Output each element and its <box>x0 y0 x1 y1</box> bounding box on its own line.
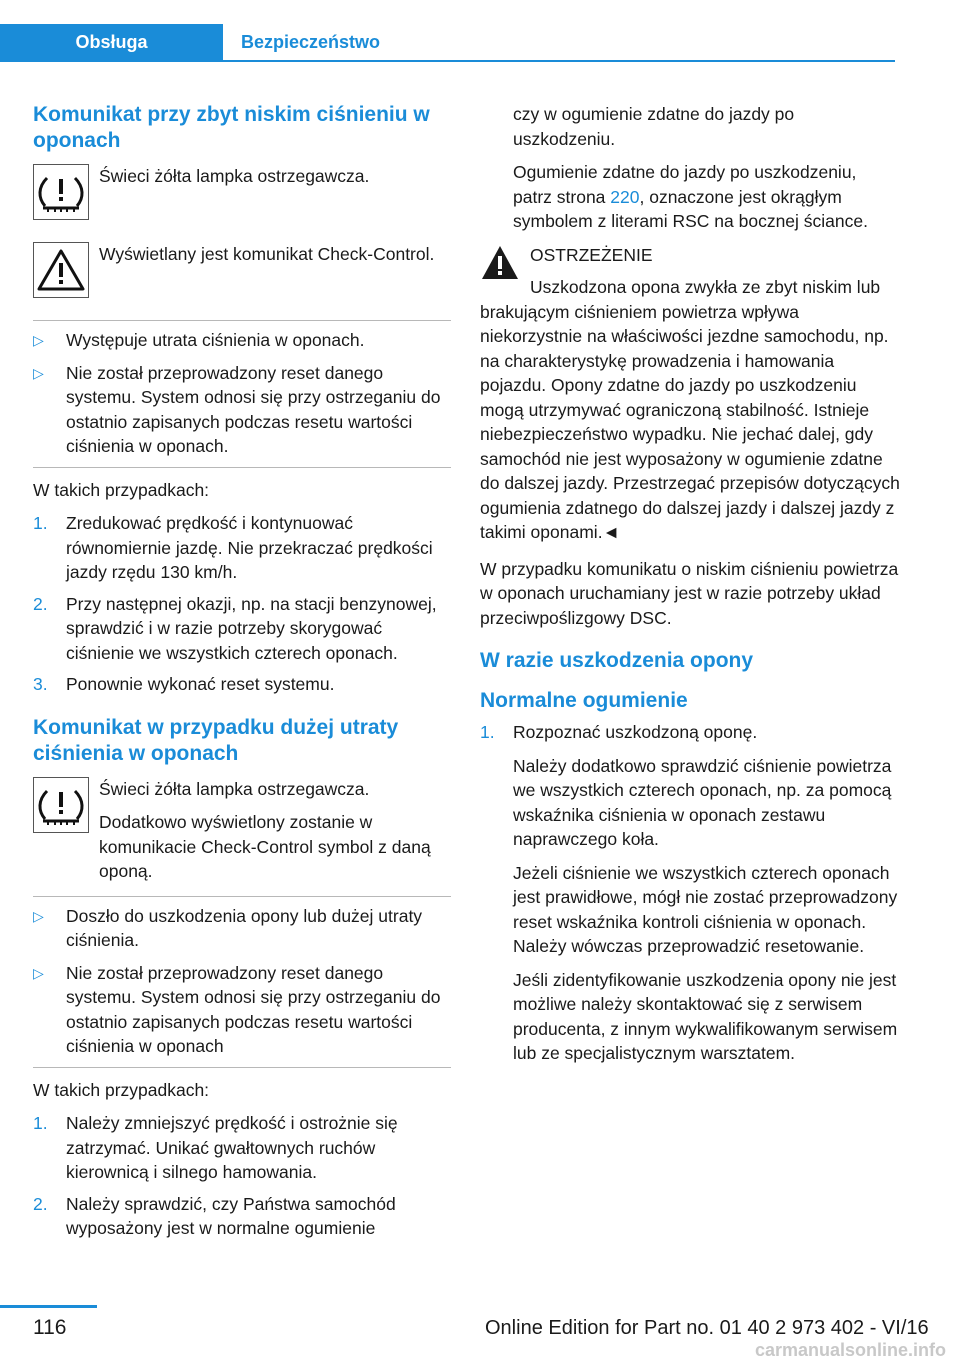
list-item: ▷ Występuje utrata ciśnienia w oponach. <box>33 328 451 353</box>
cause-list <box>33 328 451 459</box>
list-divider <box>33 320 451 321</box>
list-item: 1. Zredukować prędkość i kontynuować równomiernie jazdę. Nie przekraczać prędkości jazdy rzędu 130 km/h. <box>33 513 433 582</box>
warning-text: Uszkodzona opona zwykła ze zbyt niskim lub brakującym ciśnieniem powietrza wpływa niekorzystnie na właściwości jezdne samochodu, np. na charakterystykę prowadzenia i hamowania pojazdu. Opony zdatne do jazdy po uszkodzeniu mogą utrzymywać ograniczoną stabilność. Istnieje niebezpieczeństwo wypadku. Nie jechać dalej, gdy samochód nie jest wyposażony w ogumienie zdatne do dalszej jazdy. Przestrzegać przepisów dotyczących ogumienia zdatnego do dalszej jazdy i dalszej jazdy z takimi oponami.◄ <box>480 277 900 542</box>
header-tabs <box>0 24 895 62</box>
page-number-bar <box>0 1305 97 1308</box>
section-title-tire-damage: W razie uszkodzenia opony <box>480 649 754 672</box>
list-item: 2. Należy sprawdzić, czy Państwa samochód wyposażony jest w normalne ogumienie <box>33 1193 396 1238</box>
list-item: 3. Ponownie wykonać reset systemu. <box>33 674 335 694</box>
tab-underline <box>0 60 895 62</box>
list-item: ▷ Nie został przeprowadzony reset danego systemu. System odnosi się przy ostrzeganiu do ostatnio zapisanych podczas resetu wartości ciśnienia w oponach. <box>33 362 441 456</box>
check-control-text: Wyświetlany jest komunikat Check-Control. <box>99 244 435 264</box>
list-item: ▷ Nie został przeprowadzony reset danego systemu. System odnosi się przy ostrzeganiu do ostatnio zapisanych podczas resetu wartości ciśnienia w oponach <box>33 962 441 1056</box>
dsc-text: W przypadku komunikatu o niskim ciśnieniu powietrza w oponach uruchamiany jest w razie potrzeby układ przeciwpoślizgowy DSC. <box>480 558 899 628</box>
triangle-bullet-icon: ▷ <box>33 907 44 924</box>
tab-obsluga[interactable]: Obsługa <box>0 24 223 60</box>
tab-bezpieczenstwo[interactable]: Bezpieczeństwo <box>240 32 381 52</box>
check-control-symbol-text: Dodatkowo wyświetlony zostanie w komunikacie Check-Control symbol z daną oponą. <box>99 812 431 881</box>
subsection-title-normal-tires: Normalne ogumienie <box>480 689 688 712</box>
list-item: ▷ Doszło do uszkodzenia opony lub dużej utraty ciśnienia. <box>33 905 423 950</box>
page-link[interactable]: 220 <box>610 186 640 207</box>
list-item: 2. Przy następnej okazji, np. na stacji benzynowej, sprawdzić i w razie potrzeby skorygować ciśnienie we wszystkich czterech oponach. <box>33 593 437 663</box>
edition-footer: Online Edition for Part no. 01 40 2 973 402 - VI/16 <box>485 1317 929 1339</box>
triangle-bullet-icon: ▷ <box>33 964 44 981</box>
left-column <box>33 102 451 1248</box>
warning-triangle-icon <box>33 242 89 298</box>
section-title-major-loss: Komunikat w przypadku dużej utraty ciśnienia w oponach <box>33 715 399 765</box>
warning-title: OSTRZEŻENIE <box>530 244 653 265</box>
list-item: 1. Rozpoznać uszkodzoną oponę. Należy dodatkowo sprawdzić ciśnienie powietrza we wszystkich czterech oponach, np. za pomocą wskaźnika ciśnienia w oponach zestawu naprawczego koła. Jeżeli ciśnienie we wszystkich czterech oponach jest prawidłowe, mógł nie zostać przeprowadzony reset wskaźnika kontroli ciśnienia w oponach. Należy wówczas przeprowadzić resetowanie. Jeśli zidentyfikowanie uszkodzenia opony nie jest możliwe należy skontaktować się z serwisem producenta, z innym wykwalifikowanym serwisem lub ze specjalistycznym warsztatem. <box>480 722 898 1063</box>
list-divider <box>33 467 451 468</box>
steps-list-2 <box>33 1111 451 1241</box>
triangle-bullet-icon: ▷ <box>33 332 44 348</box>
check-control-row <box>33 242 451 308</box>
steps-list <box>33 511 451 697</box>
cases-label: W takich przypadkach: <box>33 479 210 500</box>
indicator-text: Świeci żółta lampka ostrzegawcza. <box>99 166 370 186</box>
right-column <box>480 102 900 1075</box>
indicator-text: Świeci żółta lampka ostrzegawcza. <box>99 778 370 799</box>
page-number: 116 <box>33 1316 67 1339</box>
continuation-text: czy w ogumienie zdatne do jazdy po uszkodzeniu. <box>513 104 795 149</box>
section-title-low-pressure: Komunikat przy zbyt niskim ciśnieniu w oponach <box>33 103 430 152</box>
watermark: carmanualsonline.info <box>754 1340 946 1360</box>
indicator-row <box>33 164 451 230</box>
indicator-row-2 <box>33 777 451 884</box>
warning-block <box>480 243 900 545</box>
tire-pressure-warning-icon <box>33 777 89 833</box>
cause-list-2 <box>33 904 451 1059</box>
list-divider <box>33 1067 451 1068</box>
triangle-bullet-icon: ▷ <box>33 364 44 381</box>
tire-pressure-warning-icon <box>33 164 89 220</box>
cases-label: W takich przypadkach: <box>33 1079 210 1100</box>
list-item: 1. Należy zmniejszyć prędkość i ostrożnie się zatrzymać. Unikać gwałtownych ruchów kierownicą i silnego hamowania. <box>33 1113 398 1182</box>
warning-triangle-icon <box>480 243 520 283</box>
damage-steps-list <box>480 720 900 1066</box>
rsc-text: Ogumienie zdatne do jazdy po uszkodzeniu, patrz strona 220, oznaczone jest okrągłym symbolem z literami RSC na bocznej ściance. <box>513 162 868 231</box>
list-divider <box>33 896 451 897</box>
